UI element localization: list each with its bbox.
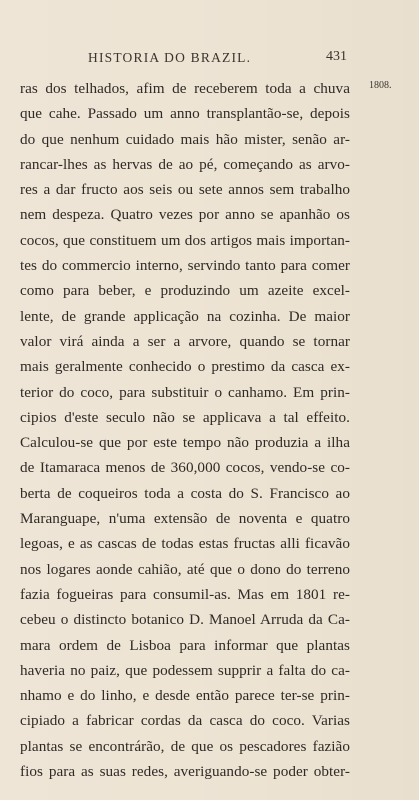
text-line: nhamo e do linho, e desde então parece ter-se prin- <box>20 687 350 705</box>
text-line: berta de coqueiros toda a costa do S. Francisco ao <box>20 484 350 502</box>
text-line: mais geralmente conhecido o prestimo da casca ex- <box>20 358 350 376</box>
text-line: mara ordem de Lisboa para informar que plantas <box>20 636 350 654</box>
text-line: nos logares aonde cahião, até que o dono do terreno <box>20 560 350 578</box>
text-line: fazia fogueiras para consumil-as. Mas em 1801 re- <box>20 585 350 603</box>
text-line: cocos, que constituem um dos artigos mais importan- <box>20 231 350 249</box>
text-line: ras dos telhados, afim de receberem toda a chuva <box>20 80 350 97</box>
text-line: tes do commercio interno, servindo tanto para comer <box>20 257 350 275</box>
body-text <box>20 76 350 784</box>
margin-year-note: 1808. <box>369 80 392 91</box>
text-line: cipios d'este seculo não se applicava a tal effeito. <box>20 408 350 426</box>
text-line: Calculou-se que por este tempo não produzia a ilha <box>20 434 350 452</box>
text-line: cipiado a fabricar cordas da casca do coco. Varias <box>20 712 350 730</box>
text-line: lente, de grande applicação na cozinha. De maior <box>20 307 350 325</box>
running-head-title: HISTORIA DO BRAZIL. <box>88 50 252 65</box>
text-line: Maranguape, n'uma extensão de noventa e quatro <box>20 510 350 528</box>
text-line: res a dar fructo aos seis ou sete annos sem trabalho <box>20 181 350 199</box>
text-line: de Itamaraca menos de 360,000 cocos, vendo-se co- <box>20 459 350 477</box>
text-line: como para beber, e produzindo um azeite excel- <box>20 282 350 300</box>
text-line: cebeu o distincto botanico D. Manoel Arruda da Ca- <box>20 611 350 629</box>
text-line: nem despeza. Quatro vezes por anno se apanhão os <box>20 206 350 224</box>
text-line: do que nenhum cuidado mais hão mister, senão ar- <box>20 130 350 148</box>
text-line: terior do coco, para substituir o canhamo. Em prin- <box>20 383 350 401</box>
text-line: fios para as suas redes, averiguando-se poder obter- <box>20 763 350 781</box>
text-line: legoas, e as cascas de todas estas fructas alli ficavão <box>20 535 350 553</box>
page-number: 431 <box>326 49 347 64</box>
text-line: haveria no paiz, que podessem supprir a falta do ca- <box>20 661 350 679</box>
text-line: que cahe. Passado um anno transplantão-se, depois <box>20 105 350 123</box>
text-line: valor virá ainda a ser a arvore, quando se tornar <box>20 332 350 350</box>
text-line: plantas se encontrárão, de que os pescadores fazião <box>20 737 350 755</box>
text-line: rancar-lhes as hervas de ao pé, começando as arvo- <box>20 155 350 173</box>
